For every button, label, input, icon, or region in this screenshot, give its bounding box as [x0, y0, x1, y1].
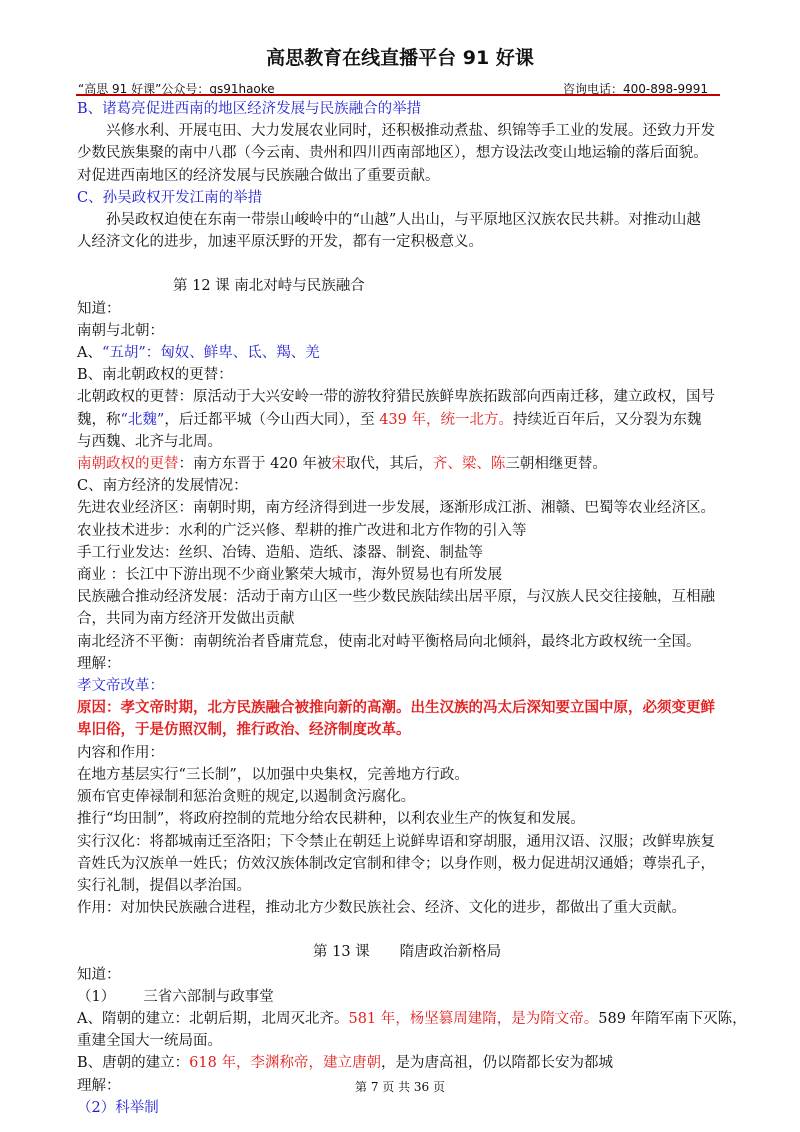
paragraph-line: 卑旧俗，于是仿照汉制，推行政治、经济制度改革。	[77, 721, 411, 739]
know-label: 知道：	[77, 966, 121, 983]
paragraph-line: 在地方基层实行“三长制”，以加强中央集权，完善地方行政。	[77, 766, 469, 783]
paragraph-line: A、隋朝的建立：北朝后期，北周灭北齐。581 年，杨坚篡周建隋，是为隋文帝。589 年隋军南下灭陈，	[77, 1010, 747, 1027]
paragraph-line: 实行礼制，提倡以孝治国。	[77, 877, 251, 894]
section-b-title: B、诸葛亮促进西南的地区经济发展与民族融合的举措	[77, 101, 422, 117]
paragraph-line: 孙吴政权迫使在东南一带崇山峻岭中的“山越”人出山，与平原地区汉族农民共耕。对推动山越	[106, 212, 701, 229]
paragraph-line: 颁布官吏俸禄制和惩治贪赃的规定,以遏制贪污腐化。	[77, 789, 416, 806]
paragraph-line: B、唐朝的建立：618 年，李渊称帝，建立唐朝，是为唐高祖，仍以隋都长安为都城	[77, 1055, 613, 1072]
paragraph-line: 音姓氏为汉族单一姓氏；仿效汉族体制改定官制和律令；以身作则，极力促进胡汉通婚；尊崇孔子，	[77, 855, 715, 872]
paragraph-line: 北朝政权的更替：原活动于大兴安岭一带的游牧狩猎民族鲜卑族拓跋部向西南迁移，建立政权，国号	[77, 389, 715, 406]
paragraph-line: 商业 ：长江中下游出现不少商业繁荣大城市，海外贸易也有所发展	[77, 567, 503, 584]
understand-label: 理解：	[77, 655, 121, 672]
item-1: （1） 三省六部制与政事堂	[77, 988, 274, 1005]
paragraph-line: 先进农业经济区：南朝时期，南方经济得到进一步发展，逐渐形成江浙、湘赣、巴蜀等农业经济区。	[77, 500, 715, 517]
header-wechat: “高思 91 好课”公众号：gs91haoke	[78, 82, 275, 96]
document-body	[77, 98, 747, 1119]
paragraph-line: 民族融合推动经济发展：活动于南方山区一些少数民族陆续出居平原，与汉族人民交往接触，互相融	[77, 589, 715, 606]
lesson-13-heading: 第 13 课 隋唐政治新格局	[313, 944, 502, 961]
paragraph-line: 合，共同为南方经济开发做出贡献	[77, 611, 295, 628]
item-2: （2）科举制	[77, 1099, 159, 1116]
header-title: 高思教育在线直播平台 91 好课	[266, 47, 534, 69]
paragraph-line: 作用：对加快民族融合进程，推动北方少数民族社会、经济、文化的进步，都做出了重大贡献。	[77, 900, 686, 917]
subsection-title: C、南方经济的发展情况：	[77, 478, 248, 495]
paragraph-line: 与西魏、北齐与北周。	[77, 433, 222, 450]
paragraph-line: 推行“均田制”，将政府控制的荒地分给农民耕种，以利农业生产的恢复和发展。	[77, 811, 585, 828]
paragraph-line: 兴修水利、开展屯田、大力发展农业同时，还积极推动煮盐、织锦等手工业的发展。还致力开发	[106, 123, 715, 140]
subsection-title: 南朝与北朝：	[77, 322, 164, 339]
paragraph-line: 人经济文化的进步，加速平原沃野的开发，都有一定积极意义。	[77, 234, 483, 251]
paragraph-line: 南朝政权的更替：南方东晋于 420 年被宋取代，其后，齐、梁、陈三朝相继更替。	[77, 456, 607, 473]
paragraph-line: 实行汉化：将都城南迁至洛阳；下令禁止在朝廷上说鲜卑语和穿胡服，通用汉语、汉服；改鲜卑族复	[77, 833, 715, 850]
header-divider	[76, 94, 720, 96]
header-phone: 咨询电话：400-898-9991	[562, 82, 708, 96]
subsection-title: 内容和作用：	[77, 744, 164, 761]
paragraph-line: 重建全国大一统局面。	[77, 1033, 222, 1050]
subsection-title: B、南北朝政权的更替：	[77, 367, 233, 384]
paragraph-line: 南北经济不平衡：南朝统治者昏庸荒怠，使南北对峙平衡格局向北倾斜，最终北方政权统一全国。	[77, 633, 701, 650]
page-number: 第 7 页 共 36 页	[355, 1080, 445, 1094]
paragraph-line: 农业技术进步：水利的广泛兴修、犁耕的推广改进和北方作物的引入等	[77, 522, 527, 539]
paragraph-line: 原因：孝文帝时期，北方民族融合被推向新的高潮。出生汉族的冯太后深知要立国中原，必须变更鲜	[77, 699, 715, 717]
know-label: 知道：	[77, 300, 121, 317]
five-hu-line: A、“五胡”：匈奴、鲜卑、氐、羯、羌	[77, 345, 320, 362]
section-c-title: C、孙吴政权开发江南的举措	[77, 189, 263, 206]
paragraph-line: 少数民族集聚的南中八郡（今云南、贵州和四川西南部地区），想方设法改变山地运输的落后面貌。	[77, 145, 708, 162]
understand-label: 理解：	[77, 1077, 121, 1094]
lesson-12-heading: 第 12 课 南北对峙与民族融合	[173, 278, 365, 295]
paragraph-line: 手工行业发达：丝织、冶铸、造船、造纸、漆器、制瓷、制盐等	[77, 544, 483, 561]
paragraph-line: 对促进西南地区的经济发展与民族融合做出了重要贡献。	[77, 167, 440, 184]
paragraph-line: 魏，称“北魏”，后迁都平城（今山西大同），至 439 年，统一北方。持续近百年后，又分裂为东魏	[77, 411, 702, 428]
reform-title: 孝文帝改革：	[77, 678, 164, 695]
